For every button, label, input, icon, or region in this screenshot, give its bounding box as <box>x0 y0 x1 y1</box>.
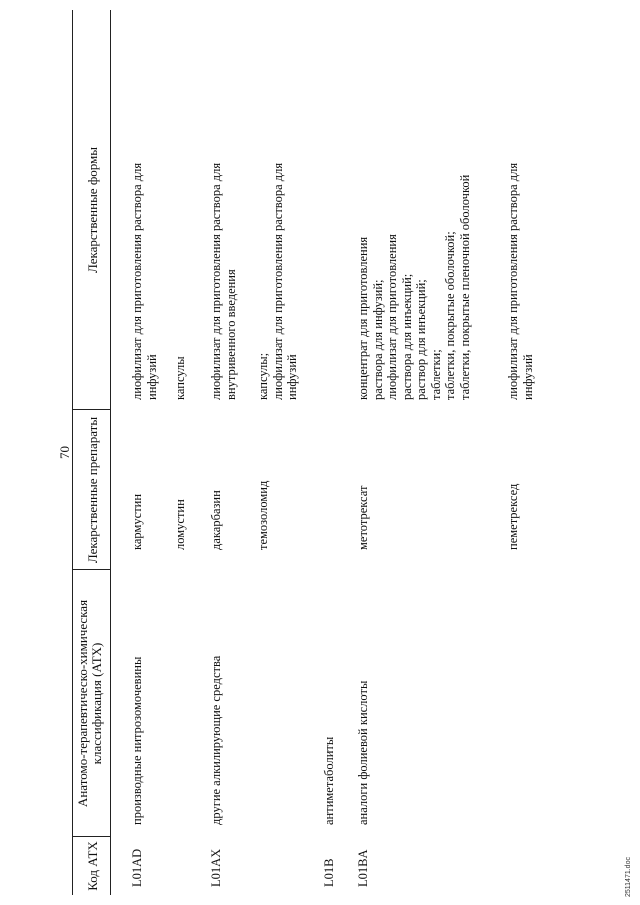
drug-name: кармустин <box>130 493 144 550</box>
row-code: L01AX <box>209 848 223 887</box>
footer-document-code: 2511471.doc <box>625 857 632 897</box>
row-code: L01BA <box>356 849 370 887</box>
header-atc: Анатомо-терапевтическо-химическая классификация (АТХ) <box>75 599 104 808</box>
drug-name: пеметрексед <box>506 483 520 550</box>
drug-forms: лиофилизат для приготовления раствора для инфузий <box>506 162 535 400</box>
header-forms: Лекарственные формы <box>85 146 100 274</box>
page-number: 70 <box>57 446 72 459</box>
drug-forms: лиофилизат для приготовления раствора для внутривенного введения <box>209 162 238 400</box>
drug-name: метотрексат <box>356 485 370 550</box>
drug-forms: капсулы <box>173 356 187 400</box>
header-preparations: Лекарственные препараты <box>85 416 100 564</box>
drug-name: дакарбазин <box>209 490 223 550</box>
header-code: Код АТХ <box>85 841 100 891</box>
row-code: L01B <box>322 858 336 887</box>
drug-forms: капсулы; лиофилизат для приготовления раствора для инфузий <box>256 162 299 400</box>
row-atc-name: производные нитрозомочевины <box>130 656 144 825</box>
drug-name: ломустин <box>173 499 187 550</box>
row-atc-name: аналоги фолиевой кислоты <box>356 680 370 825</box>
row-atc-name: другие алкилирующие средства <box>209 655 223 825</box>
drug-forms: концентрат для приготовления раствора для инфузий; лиофилизат для приготовления раствора для инъекций; раствор для инъекций; таблетки; таблетки, покрытые оболочкой; таблетки, покрытые пленочной оболочкой <box>356 174 472 400</box>
row-code: L01AD <box>130 848 144 887</box>
row-atc-name: антиметаболиты <box>322 736 336 825</box>
drug-name: темозоломид <box>256 480 270 550</box>
table-header-border <box>110 10 111 895</box>
table-top-border <box>72 10 73 895</box>
drug-forms: лиофилизат для приготовления раствора для инфузий <box>130 162 159 400</box>
